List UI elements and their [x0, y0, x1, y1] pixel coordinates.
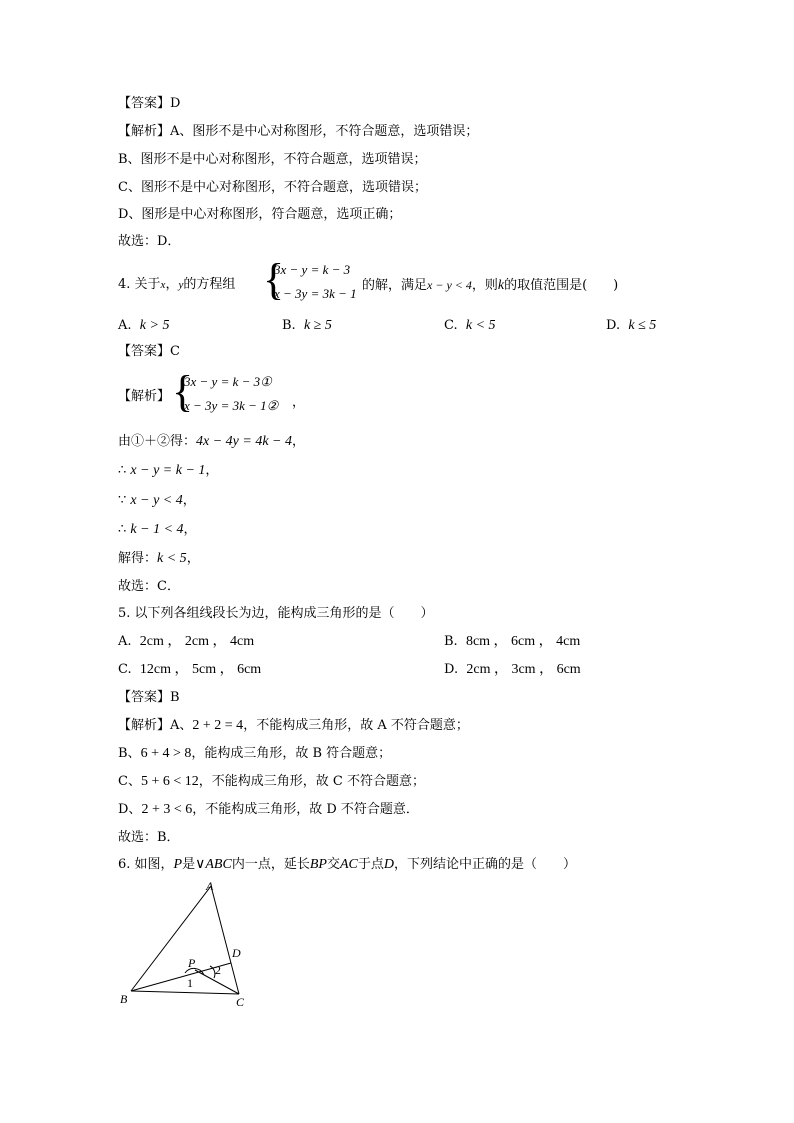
q5-option-a: [118, 633, 254, 651]
q6-point-d: D: [383, 857, 394, 872]
q4-conclusion: 故选：C．: [118, 579, 180, 594]
label-p: P: [188, 956, 196, 970]
q5-analysis-b-expr: 6 + 4 > 8: [140, 746, 192, 761]
q6-t5: ，下列结论中正确的是（ ）: [394, 857, 577, 872]
q4-option-d-label: D.: [606, 318, 621, 333]
q5-option-b-text: 8cm ， 6cm ， 4cm: [465, 634, 581, 649]
q3-answer: 【答案】D: [118, 96, 181, 111]
q3-analysis-a: 【解析】A、图形不是中心对称图形，不符合题意，选项错误；: [118, 124, 479, 139]
q5-option-d: [444, 661, 581, 679]
q4-option-b-label: B.: [282, 318, 296, 333]
q4-step-4: [118, 521, 197, 539]
q4-system-eq2: x − 3y = 3k − 1: [274, 286, 357, 301]
label-angle-2: 2: [215, 963, 221, 977]
q4-condition: x − y < 4: [427, 278, 472, 292]
q4-step-1-post: ，: [292, 434, 306, 449]
q4-step-4-expr: k − 1 < 4: [130, 522, 184, 537]
q6-pre: 6. 如图，: [118, 857, 174, 872]
q5-analysis-c-post: ，不能构成三角形，故 C 不符合题意；: [198, 774, 425, 789]
q4-analysis-eq2: x − 3y = 3k − 1②: [184, 398, 279, 413]
segment-bc: [131, 991, 239, 994]
q4-step-2-pre: ∴: [118, 463, 131, 478]
q6-t4: 于点: [357, 857, 384, 872]
q4-step-3: [118, 492, 196, 510]
q4-var-k: k: [497, 278, 505, 293]
q4-stem-tail: [362, 276, 618, 295]
q6-triangle-figure: [110, 876, 260, 1011]
segment-ac: [211, 886, 239, 994]
q6-point-p: P: [173, 857, 183, 872]
label-angle-1: 1: [187, 976, 193, 990]
q4-step-5: [118, 550, 200, 568]
q4-step-1-pre: 由①＋②得：: [118, 434, 197, 449]
segment-ab: [131, 886, 211, 991]
q5-analysis-b-pre: B、: [118, 746, 141, 761]
q4-system-eq1: 3x − y = k − 3: [274, 262, 351, 277]
q3-conclusion: 故选：D．: [118, 234, 181, 249]
q4-option-c: [444, 317, 496, 335]
q5-analysis-b: [118, 745, 391, 763]
q4-step-5-pre: 解得：: [118, 551, 158, 566]
q5-option-a-text: 2cm ， 2cm ， 4cm: [139, 634, 255, 649]
q5-stem: 5. 以下列各组线段长为边，能构成三角形的是（ ）: [118, 606, 434, 621]
q4-option-a-label: A.: [118, 318, 132, 333]
q4-answer: 【答案】C: [118, 344, 180, 359]
q4-step-2: [118, 462, 218, 480]
q4-step-3-pre: ∵: [118, 493, 131, 508]
q3-analysis-d: D、图形是中心对称图形，符合题意，选项正确；: [118, 207, 402, 222]
q6-t1: 是: [182, 857, 196, 872]
q6-segment-bp: BP: [309, 857, 327, 872]
q4-step-2-expr: x − y = k − 1: [130, 463, 206, 478]
q5-option-c-label: C.: [118, 662, 132, 677]
q4-tail: 的取值范围是( ): [504, 278, 619, 293]
q5-analysis-a-expr: 2 + 2 = 4: [192, 718, 244, 733]
q5-analysis-c-expr: 5 + 6 < 12: [140, 774, 199, 789]
q6-t3: 交: [326, 857, 340, 872]
q4-option-c-label: C.: [444, 318, 458, 333]
q4-option-b: [282, 317, 332, 335]
q4-step-1-expr: 4x − 4y = 4k − 4: [196, 434, 292, 449]
label-d: D: [232, 946, 241, 960]
label-b: B: [120, 992, 128, 1006]
q6-triangle: ∨ABC: [195, 857, 232, 872]
q4-step-5-post: ，: [186, 551, 200, 566]
q6-stem: [118, 856, 576, 874]
q5-analysis-d: [118, 801, 419, 819]
label-c: C: [236, 995, 245, 1009]
q4-stem: [118, 276, 235, 294]
q5-analysis-a-post: ，不能构成三角形，故 A 不符合题意；: [243, 718, 469, 733]
q4-var-y: y: [178, 279, 184, 291]
q4-analysis-brace: {: [172, 367, 194, 416]
q5-analysis-d-pre: D、: [118, 802, 142, 817]
q5-option-c-text: 12cm ， 5cm ， 6cm: [139, 662, 262, 677]
q5-answer: 【答案】B: [118, 690, 180, 705]
q3-analysis-b: B、图形不是中心对称图形，不符合题意，选项错误；: [118, 152, 427, 167]
q5-analysis-d-post: ，不能构成三角形，故 D 不符合题意．: [192, 802, 419, 817]
q4-option-c-expr: k < 5: [465, 318, 496, 333]
q5-option-d-text: 2cm ， 3cm ， 6cm: [466, 662, 581, 677]
q4-option-d-expr: k ≤ 5: [628, 318, 657, 333]
label-a: A: [206, 879, 214, 893]
q5-option-b-label: B.: [444, 634, 458, 649]
q5-analysis-a-pre: 【解析】A、: [118, 718, 193, 733]
q5-option-b: [444, 633, 580, 651]
q4-sep: ，: [165, 277, 179, 292]
q6-segment-ac: AC: [339, 857, 358, 872]
q4-option-b-expr: k ≥ 5: [303, 318, 332, 333]
q5-analysis-b-post: ，能构成三角形，故 B 符合题意；: [191, 746, 392, 761]
q4-analysis-label: 【解析】: [118, 389, 171, 404]
q4-step-4-post: ，: [183, 522, 197, 537]
q4-step-5-expr: k < 5: [157, 551, 187, 566]
q5-option-c: [118, 661, 261, 679]
q4-step-3-expr: x − y < 4: [130, 493, 183, 508]
q5-analysis-a: [118, 717, 469, 735]
q5-analysis-c: [118, 773, 425, 791]
q4-step-1: [118, 433, 305, 451]
q4-option-a-expr: k > 5: [139, 318, 170, 333]
q4-mid: 的方程组: [183, 277, 236, 292]
q4-option-d: [606, 317, 656, 335]
q5-option-a-label: A.: [118, 634, 132, 649]
q4-option-a: [118, 317, 169, 335]
q4-system-brace: {: [263, 255, 285, 304]
q5-analysis-c-pre: C、: [118, 774, 141, 789]
q5-conclusion: 故选：B．: [118, 830, 180, 845]
q4-analysis-eq1: 3x − y = k − 3①: [184, 374, 272, 389]
q5-option-d-label: D.: [444, 662, 459, 677]
q4-step-2-post: ，: [205, 463, 219, 478]
q3-analysis-c: C、图形不是中心对称图形，不符合题意，选项错误；: [118, 180, 427, 195]
q4-after2: ，则: [471, 278, 498, 293]
q4-after: 的解，满足: [362, 278, 428, 293]
q4-var-x: x: [160, 279, 166, 291]
q5-analysis-d-expr: 2 + 3 < 6: [141, 802, 193, 817]
q4-step-4-pre: ∴: [118, 522, 131, 537]
q4-analysis-comma: ，: [292, 395, 306, 410]
q4-step-3-post: ，: [182, 493, 196, 508]
q6-t2: 内一点，延长: [231, 857, 310, 872]
q4-prefix: 4. 关于: [118, 277, 161, 292]
